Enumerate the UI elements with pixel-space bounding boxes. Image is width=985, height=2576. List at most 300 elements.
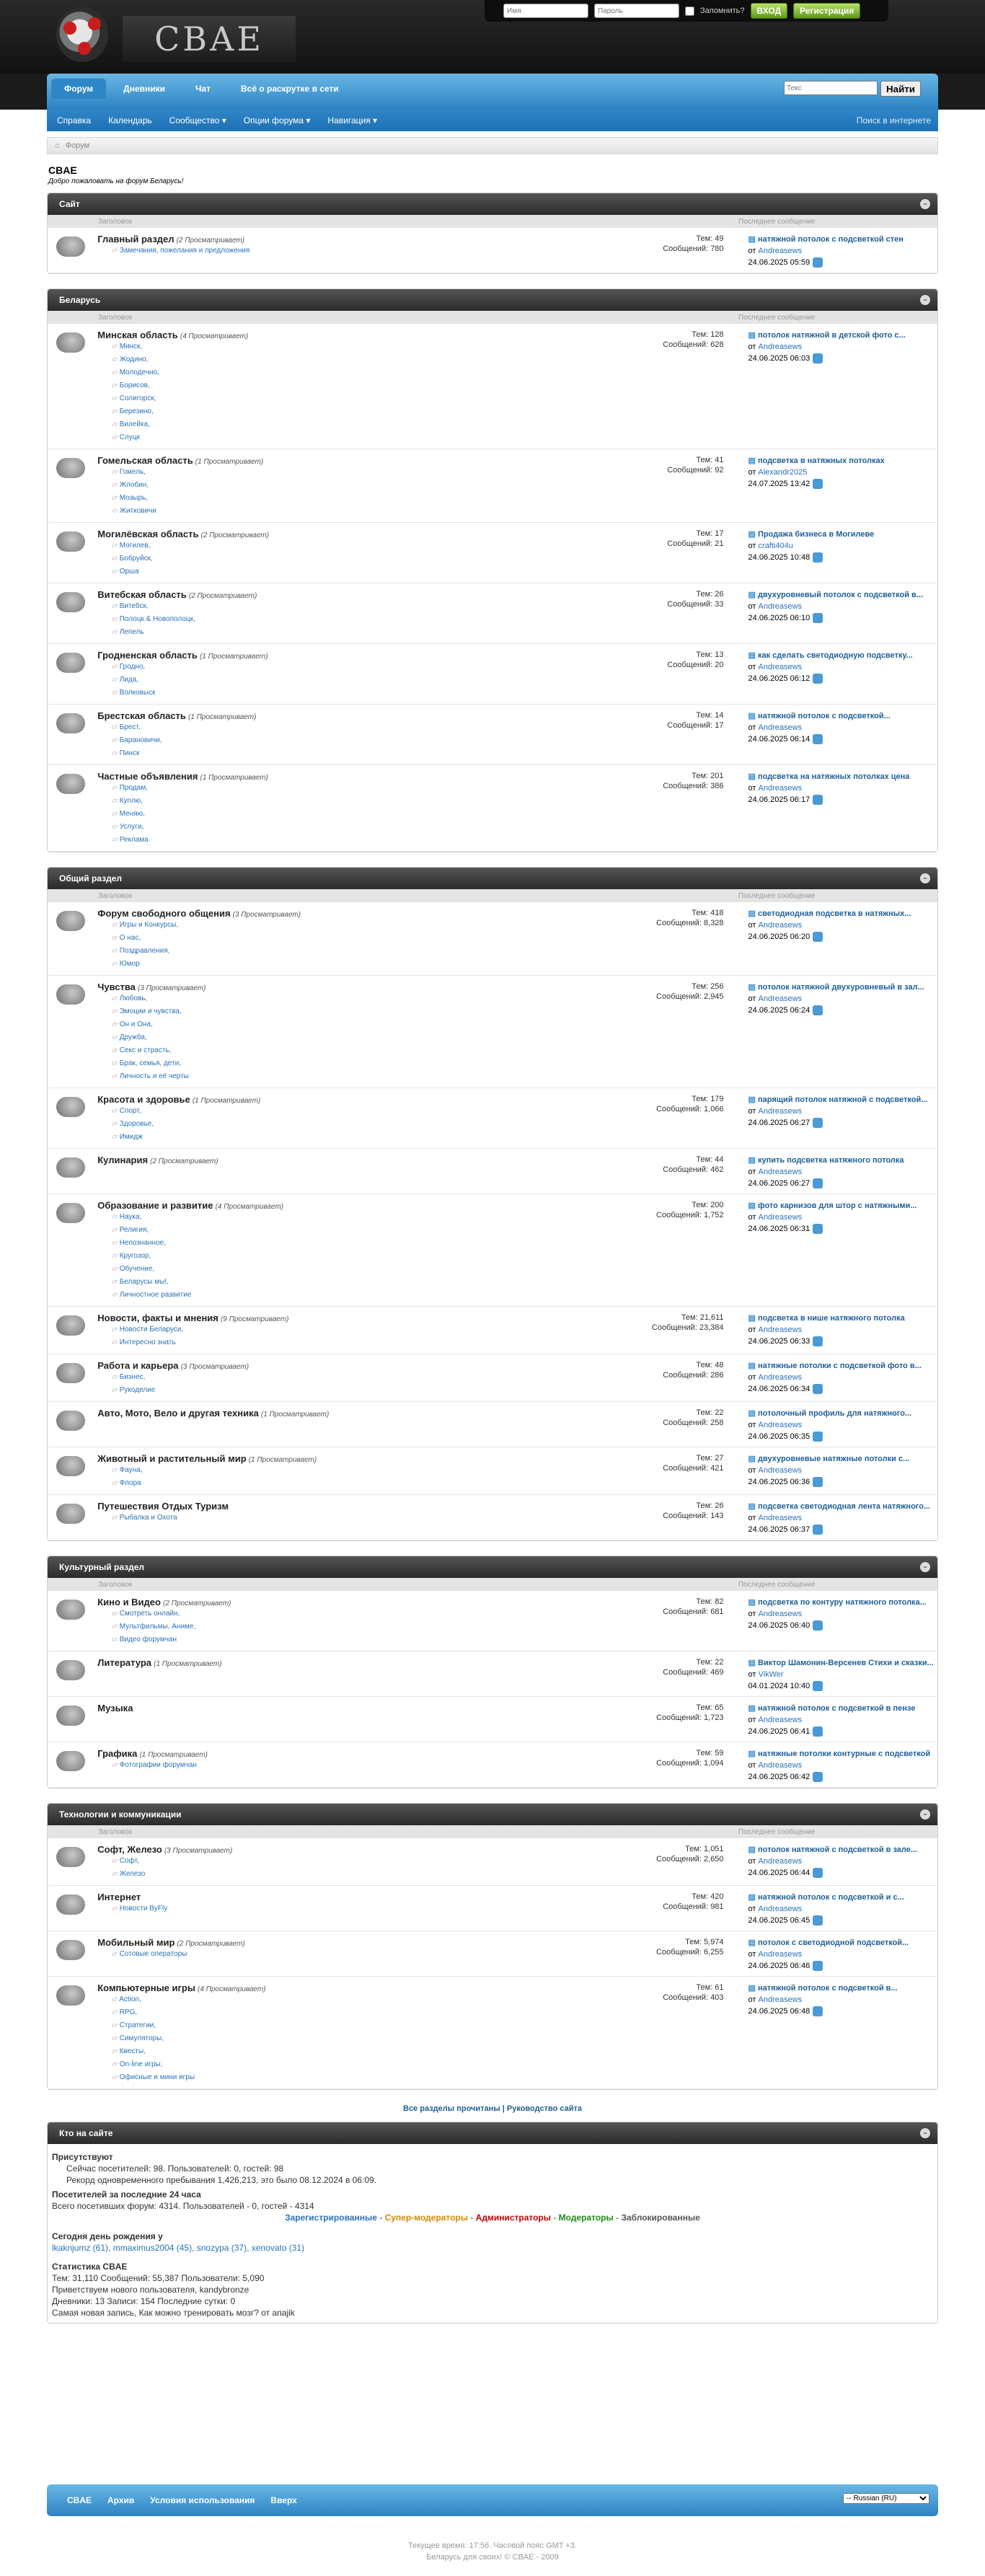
forum-viewers: (2 Просматривает)	[150, 1157, 218, 1165]
subforum-link[interactable]: ▱ Молодечно,	[97, 366, 609, 379]
topic-count: Тем: 200	[692, 1201, 724, 1209]
post-count: Сообщений: 2,945	[656, 992, 724, 1001]
subforum-link[interactable]: ▱ Фауна,	[97, 1464, 609, 1477]
last-post-title[interactable]: ▤ светодиодная подсветка в натяжных...	[748, 908, 937, 919]
category-title[interactable]: Общий раздел	[59, 873, 122, 883]
subforum-link[interactable]: ▱ Офисные и мини игры	[97, 2071, 609, 2084]
last-post-title[interactable]: ▤ потолок натяжной в детской фото с...	[748, 330, 937, 341]
forum-name[interactable]: Новости, факты и мнения	[97, 1313, 218, 1323]
last-post-title[interactable]: ▤ двухуровневые натяжные потолки с...	[748, 1453, 937, 1465]
post-count: Сообщений: 403	[663, 1993, 724, 2002]
last-post-title[interactable]: ▤ подсветка в нише натяжного потолка	[748, 1313, 937, 1324]
subforum-link[interactable]: ▱ Минск,	[97, 340, 609, 353]
nav-tab[interactable]: Чат	[195, 84, 211, 94]
subforum-link[interactable]: ▱ Религия,	[97, 1224, 609, 1237]
forum-row	[48, 1977, 937, 2089]
mark-read-links[interactable]: Все разделы прочитаны | Руководство сайта	[403, 2104, 582, 2113]
last-post-user[interactable]: Andreasews	[758, 994, 803, 1003]
last-post-author: от Andreasews	[748, 1373, 803, 1382]
subforum-link[interactable]: ▱ Беларусы мы!,	[97, 1276, 609, 1289]
go-to-post-icon[interactable]	[813, 353, 823, 363]
forum-name[interactable]: Могилёвская область	[97, 529, 199, 539]
subforum-link[interactable]: ▱ Секс и страсть,	[97, 1044, 609, 1057]
go-to-post-icon[interactable]	[813, 1477, 823, 1487]
last-post	[724, 1981, 937, 2017]
forum-status-icon	[48, 907, 97, 931]
subforum-link[interactable]: ▱ Он и Она,	[97, 1018, 609, 1031]
forum-name[interactable]: Гомельская область	[97, 455, 193, 466]
last-post	[724, 1499, 937, 1535]
birthday-list[interactable]: lkaknjumz (61), mmaximus2004 (45), snozypa (37), xenovato (31)	[52, 2243, 305, 2253]
go-to-post-icon[interactable]	[813, 479, 823, 489]
forum-name[interactable]: Мобильный мир	[97, 1937, 175, 1948]
last-post-user[interactable]: Andreasews	[758, 1995, 803, 2004]
subforum-link[interactable]: ▱ Квесты,	[97, 2045, 609, 2058]
go-to-post-icon[interactable]	[813, 1915, 823, 1926]
subforum-link[interactable]: ▱ Железо	[97, 1868, 609, 1881]
last-post-date: 24.06.2025 06:27	[748, 1117, 937, 1129]
category-title[interactable]: Беларусь	[59, 295, 101, 305]
last-post-author: от Alexandr2025	[748, 468, 808, 477]
forum-info	[97, 1499, 609, 1525]
last-post-title[interactable]: ▤ натяжной потолок с подсветкой и с...	[748, 1892, 937, 1903]
forum-name[interactable]: Красота и здоровье	[97, 1094, 190, 1105]
forum-name[interactable]: Минская область	[97, 330, 178, 340]
forum-name[interactable]: Софт, Железо	[97, 1844, 162, 1855]
subforum-link[interactable]: ▱ Рукоделие	[97, 1384, 609, 1397]
column-title: Заголовок	[98, 891, 133, 900]
forum-title-line	[97, 1094, 609, 1105]
go-to-post-icon[interactable]	[813, 552, 823, 563]
forum-row	[48, 1838, 937, 1886]
search-box	[784, 81, 921, 97]
subforum-link[interactable]: ▱ Новости Беларуси,	[97, 1323, 609, 1336]
subforum-link[interactable]: ▱ Услуги,	[97, 821, 609, 834]
go-to-post-icon[interactable]	[813, 1525, 823, 1535]
subnav-item[interactable]: Справка	[57, 115, 92, 125]
forum-stats	[610, 328, 724, 350]
collapse-icon[interactable]: −	[920, 2128, 930, 2138]
subforum-link[interactable]: ▱ Игры и Конкурсы,	[97, 919, 609, 932]
last-post-title[interactable]: ▤ двухуровневый потолок с подсветкой в...	[748, 589, 937, 601]
go-to-post-icon[interactable]	[813, 1681, 823, 1691]
forum-stats	[610, 1701, 724, 1723]
forum-info	[97, 1199, 609, 1302]
forum-stats	[610, 1936, 724, 1957]
go-to-post-icon[interactable]	[813, 1336, 823, 1346]
forum-status-icon	[48, 1311, 97, 1336]
subforum-link[interactable]: ▱ Дружба,	[97, 1031, 609, 1044]
subforum-link[interactable]: ▱ Рыбалка и Охота	[97, 1512, 609, 1525]
web-search-link[interactable]: Поиск в интернете	[856, 115, 931, 125]
footer-link[interactable]: CBAE	[67, 2495, 92, 2505]
login-button[interactable]: ВХОД	[751, 3, 788, 19]
subforum-link[interactable]: ▱ Слуцк	[97, 431, 609, 444]
forum-viewers: (3 Просматривает)	[232, 911, 301, 919]
go-to-post-icon[interactable]	[813, 1868, 823, 1878]
go-to-post-icon[interactable]	[813, 674, 823, 684]
collapse-icon[interactable]: −	[920, 1809, 930, 1819]
subforum-link[interactable]: ▱ Action,	[97, 1993, 609, 2006]
go-to-post-icon[interactable]	[813, 1620, 823, 1631]
category-title[interactable]: Культурный раздел	[59, 1562, 145, 1572]
forum-title-line	[97, 529, 609, 539]
last-post-user[interactable]: Andreasews	[758, 1610, 803, 1618]
forum-row	[48, 228, 937, 273]
last-post-user[interactable]: Andreasews	[758, 1373, 803, 1382]
collapse-icon[interactable]: −	[920, 295, 930, 305]
subforum-link[interactable]: ▱ Пинск	[97, 747, 609, 760]
last-post-user[interactable]: Andreasews	[758, 1514, 803, 1522]
subforum-link[interactable]: ▱ О нас,	[97, 932, 609, 945]
subnav-item[interactable]: Календарь	[108, 115, 152, 125]
last-post-title[interactable]: ▤ натяжной потолок с подсветкой в...	[748, 1982, 937, 1994]
subforum-link[interactable]: ▱ Поздравления,	[97, 945, 609, 958]
forum-name[interactable]: Интернет	[97, 1892, 141, 1902]
last-post-user[interactable]: Andreasews	[758, 723, 803, 732]
go-to-post-icon[interactable]	[813, 257, 823, 268]
subforum-link[interactable]: ▱ Кругозор,	[97, 1250, 609, 1263]
topic-count: Тем: 48	[696, 1361, 724, 1369]
password-input[interactable]	[594, 4, 679, 18]
legend-item: Супер-модераторы	[384, 2213, 468, 2223]
home-icon[interactable]: ⌂	[55, 141, 60, 150]
subforum-link[interactable]: ▱ Березино,	[97, 405, 609, 418]
subforum-link[interactable]: ▱ Софт,	[97, 1855, 609, 1868]
forum-row	[48, 1194, 937, 1307]
subforum-link[interactable]: ▱ Эмоции и чувства,	[97, 1005, 609, 1018]
subforum-link[interactable]: ▱ Гомель,	[97, 466, 609, 479]
forum-stats	[610, 648, 724, 670]
last-post-title[interactable]: ▤ подсветка светодиодная лента натяжного...	[748, 1501, 937, 1512]
subforum-link[interactable]: ▱ Брак, семья, дети,	[97, 1057, 609, 1070]
forum-stats	[610, 1359, 724, 1380]
last-post-user[interactable]: Andreasews	[758, 343, 803, 351]
footer-text	[0, 2540, 985, 2563]
forum-name[interactable]: Главный раздел	[97, 234, 175, 244]
last-post-title[interactable]: ▤ подсветка по контуру натяжного потолка...	[748, 1597, 937, 1608]
forum-name[interactable]: Форум свободного общения	[97, 908, 231, 919]
last-post-user[interactable]: Andreasews	[758, 1466, 803, 1475]
subforum-link[interactable]: ▱ On-line игры,	[97, 2058, 609, 2071]
last-post	[724, 1199, 937, 1235]
last-post-user[interactable]: Andreasews	[758, 247, 803, 255]
forum-name[interactable]: Музыка	[97, 1703, 133, 1713]
last-post-user[interactable]: crafti404u	[758, 542, 793, 550]
subforum-link[interactable]: ▱ Фотографии форумчан	[97, 1759, 609, 1772]
forum-status-icon	[48, 1499, 97, 1524]
subforum-link[interactable]: ▱ Гродно,	[97, 661, 609, 674]
subforum-link[interactable]: ▱ Реклама	[97, 834, 609, 847]
forum-info	[97, 1359, 609, 1397]
birthday-title: Сегодня день рождения у	[52, 2231, 163, 2241]
last-post-user[interactable]: Andreasews	[758, 1716, 803, 1724]
last-post-title[interactable]: ▤ потолок натяжной двухуровневый в зал...	[748, 982, 937, 993]
forum-name[interactable]: Образование и развитие	[97, 1200, 213, 1211]
subforum-link[interactable]: ▱ Флора	[97, 1477, 609, 1490]
last-post-user[interactable]: Andreasews	[758, 1326, 803, 1334]
go-to-post-icon[interactable]	[813, 1224, 823, 1234]
subforum-link[interactable]: ▱ Мультфильмы, Аниме,	[97, 1620, 609, 1633]
forum-name[interactable]: Путешествия Отдых Туризм	[97, 1501, 229, 1512]
go-to-post-icon[interactable]	[813, 1726, 823, 1737]
sub-navbar	[47, 110, 938, 131]
last-post	[724, 527, 937, 563]
last-post-title[interactable]: ▤ фото карнизов для штор с натяжными...	[748, 1200, 937, 1212]
last-post-author: от Andreasews	[748, 1107, 803, 1116]
forum-info	[97, 588, 609, 639]
language-select[interactable]	[843, 2493, 929, 2504]
subforum-link[interactable]: ▱ Бобруйск,	[97, 552, 609, 565]
last-post-title[interactable]: ▤ натяжной потолок с подсветкой...	[748, 710, 937, 722]
subforum-link[interactable]: ▱ Имидж	[97, 1131, 609, 1144]
subforum-link[interactable]: ▱ Брест,	[97, 721, 609, 734]
go-to-post-icon[interactable]	[813, 734, 823, 744]
subforum-link[interactable]: ▱ Наука,	[97, 1211, 609, 1224]
forum-info	[97, 1981, 609, 2084]
subforum-link[interactable]: ▱ RPG,	[97, 2006, 609, 2019]
last-post-user[interactable]: Andreasews	[758, 1905, 803, 1913]
subforum-link[interactable]: ▱ Юмор	[97, 958, 609, 971]
forum-title-line	[97, 1155, 609, 1165]
forum-row	[48, 1651, 937, 1697]
collapse-icon[interactable]: −	[920, 1562, 930, 1572]
subforum-link[interactable]: ▱ Волковыск	[97, 687, 609, 700]
forum-info	[97, 1595, 609, 1646]
subforum-link[interactable]: ▱ Жодино,	[97, 353, 609, 366]
forum-info	[97, 1843, 609, 1881]
column-last-post: Последнее сообщение	[738, 1580, 816, 1589]
last-post-date: 24.06.2025 06:46	[748, 1960, 937, 1972]
go-to-post-icon[interactable]	[813, 1178, 823, 1188]
forum-name[interactable]: Брестская область	[97, 710, 186, 721]
topic-count: Тем: 128	[692, 330, 724, 339]
forum-name[interactable]: Графика	[97, 1748, 138, 1759]
go-to-post-icon[interactable]	[813, 1118, 823, 1128]
forum-stats	[610, 1499, 724, 1521]
subnav-item[interactable]: Сообщество ▾	[169, 115, 226, 125]
subforum-link[interactable]: ▱ Смотреть онлайн,	[97, 1607, 609, 1620]
collapse-icon[interactable]: −	[920, 873, 930, 883]
subforum-link[interactable]: ▱ Лепель	[97, 626, 609, 639]
forum-info	[97, 232, 609, 257]
site-logo-text[interactable]: CBAE	[123, 16, 296, 62]
subforum-link[interactable]: ▱ Любовь,	[97, 992, 609, 1005]
go-to-post-icon[interactable]	[813, 932, 823, 942]
subforum-link[interactable]: ▱ Борисов,	[97, 379, 609, 392]
subforum-link[interactable]: ▱ Витебск,	[97, 600, 609, 613]
nav-tab[interactable]: Всё о раскрутке в сети	[240, 84, 339, 94]
last-post	[724, 980, 937, 1016]
nav-tab[interactable]: Форум	[51, 79, 106, 99]
last-post-user[interactable]: Andreasews	[758, 1857, 803, 1866]
footer-link[interactable]: Вверх	[270, 2495, 297, 2505]
forum-title-line	[97, 1453, 609, 1464]
go-to-post-icon[interactable]	[813, 1772, 823, 1782]
subforum-link[interactable]: ▱ Меняю,	[97, 808, 609, 821]
last-post-title[interactable]: ▤ натяжной потолок с подсветкой стен	[748, 234, 937, 245]
subforum-link[interactable]: ▱ Непознанное,	[97, 1237, 609, 1250]
logo-icon[interactable]	[56, 7, 108, 62]
last-post-user[interactable]: Andreasews	[758, 1421, 803, 1429]
subnav-item[interactable]: Опции форума ▾	[243, 115, 311, 125]
forum-name[interactable]: Витебская область	[97, 589, 187, 600]
post-count: Сообщений: 421	[663, 1464, 724, 1473]
subforum-link[interactable]: ▱ Продам,	[97, 782, 609, 795]
breadcrumb-item[interactable]: Форум	[65, 141, 90, 150]
nav-tab[interactable]: Дневники	[123, 84, 165, 94]
last-post-title[interactable]: ▤ подсветка на натяжных потолках цена	[748, 771, 937, 782]
subforum-link[interactable]: ▱ Полоцк & Новополоцк,	[97, 613, 609, 626]
last-post	[724, 1595, 937, 1631]
register-button[interactable]: Регистрация	[793, 3, 860, 19]
subforum-link[interactable]: ▱ Бизнес,	[97, 1371, 609, 1384]
last-post-date: 24.07.2025 13:42	[748, 478, 937, 490]
last-post-user[interactable]: Andreasews	[758, 1950, 803, 1959]
post-count: Сообщений: 469	[663, 1668, 724, 1677]
forum-name[interactable]: Компьютерные игры	[97, 1982, 195, 1993]
last-post-user[interactable]: Andreasews	[758, 1107, 803, 1116]
last-post-title[interactable]: ▤ парящий потолок натяжной с подсветкой...	[748, 1094, 937, 1106]
category-title[interactable]: Технологии и коммуникации	[59, 1809, 182, 1819]
last-post-user[interactable]: Andreasews	[758, 663, 803, 671]
subforum-link[interactable]: ▱ Замечания, пожелания и предложения	[97, 244, 609, 257]
last-post-user[interactable]: Alexandr2025	[758, 468, 808, 477]
forum-info	[97, 907, 609, 971]
subforum-link[interactable]: ▱ Личность и её черты	[97, 1070, 609, 1083]
subforum-link[interactable]: ▱ Житковичи	[97, 505, 609, 518]
forum-category	[47, 867, 938, 1541]
last-post-user[interactable]: Andreasews	[758, 784, 803, 793]
subnav-item[interactable]: Навигация ▾	[327, 115, 378, 125]
forum-row	[48, 1307, 937, 1354]
search-button[interactable]: Найти	[880, 81, 921, 97]
go-to-post-icon[interactable]	[813, 1961, 823, 1971]
forum-viewers: (1 Просматривает)	[192, 1097, 261, 1105]
last-post-title[interactable]: ▤ натяжные потолки контурные с подсветкой	[748, 1748, 937, 1760]
last-post-title[interactable]: ▤ Продажа бизнеса в Могилеве	[748, 529, 937, 540]
subforum-link[interactable]: ▱ Видео форумчан	[97, 1633, 609, 1646]
subforum-link[interactable]: ▱ Куплю,	[97, 795, 609, 808]
go-to-post-icon[interactable]	[813, 613, 823, 623]
collapse-icon[interactable]: −	[920, 199, 930, 209]
last-post-title[interactable]: ▤ как сделать светодиодную подсветку...	[748, 650, 937, 661]
last-post-user[interactable]: Andreasews	[758, 1761, 803, 1770]
forum-info	[97, 1452, 609, 1490]
last-post-date: 24.06.2025 06:14	[748, 733, 937, 745]
last-post-title[interactable]: ▤ потолок натяжной с подсветкой в зале...	[748, 1844, 937, 1856]
last-post-author: от Andreasews	[748, 602, 803, 611]
subforum-link[interactable]: ▱ Стратегии,	[97, 2019, 609, 2032]
last-post-title[interactable]: ▤ потолочный профиль для натяжного...	[748, 1408, 937, 1419]
forum-stats	[610, 1843, 724, 1864]
last-post-title[interactable]: ▤ купить подсветка натяжного потолка	[748, 1155, 937, 1166]
forum-viewers: (1 Просматривает)	[187, 713, 257, 721]
last-post-user[interactable]: Andreasews	[758, 1213, 803, 1222]
forum-title-line	[97, 1313, 609, 1323]
forum-status-icon	[48, 1199, 97, 1223]
last-post-title[interactable]: ▤ подсветка в натяжных потолках	[748, 455, 937, 467]
subforum-link[interactable]: ▱ Вилейка,	[97, 418, 609, 431]
subforum-link[interactable]: ▱ Лида,	[97, 674, 609, 687]
username-input[interactable]	[503, 4, 588, 18]
welcome-text: Добро пожаловать на форум Беларусь!	[48, 177, 184, 185]
subforum-link[interactable]: ▱ Солигорск,	[97, 392, 609, 405]
forum-title-line	[97, 710, 609, 721]
last-post-user[interactable]: Andreasews	[758, 602, 803, 611]
forum-name[interactable]: Литература	[97, 1657, 152, 1668]
footer-link[interactable]: Условия использования	[150, 2495, 255, 2505]
go-to-post-icon[interactable]	[813, 2006, 823, 2016]
subforum-link[interactable]: ▱ Новости ByFly	[97, 1902, 609, 1915]
forum-row	[48, 976, 937, 1088]
forum-name[interactable]: Частные объявления	[97, 771, 198, 782]
subforum-link[interactable]: ▱ Барановичи,	[97, 734, 609, 747]
forum-name[interactable]: Кино и Видео	[97, 1597, 161, 1607]
subforum-link[interactable]: ▱ Орша	[97, 565, 609, 578]
go-to-post-icon[interactable]	[813, 1005, 823, 1015]
forum-name[interactable]: Животный и растительный мир	[97, 1453, 247, 1464]
subforum-link[interactable]: ▱ Личностное развитие	[97, 1289, 609, 1302]
copyright: Беларусь для своих! © CBAE - 2009	[426, 2553, 559, 2562]
page-title: CBAE	[48, 164, 77, 176]
last-post-user[interactable]: VikWer	[758, 1670, 784, 1679]
forum-name[interactable]: Кулинария	[97, 1155, 149, 1165]
forum-name[interactable]: Работа и карьера	[97, 1360, 179, 1371]
forum-name[interactable]: Авто, Мото, Вело и другая техника	[97, 1408, 259, 1419]
forum-info	[97, 1747, 609, 1772]
last-post-date: 24.06.2025 06:31	[748, 1223, 937, 1235]
subforum-link[interactable]: ▱ Интересно знать	[97, 1336, 609, 1349]
navbar	[0, 74, 985, 110]
subforum-link[interactable]: ▱ Жлобин,	[97, 479, 609, 492]
total-visitors: Всего посетивших форум: 4314. Пользователей - 0, гостей - 4314	[52, 2201, 314, 2211]
subforum-link[interactable]: ▱ Спорт,	[97, 1105, 609, 1118]
forum-stats	[610, 1153, 724, 1175]
last-post-title[interactable]: ▤ Виктор Шамонин-Версенев Стихи и сказки...	[748, 1657, 937, 1669]
go-to-post-icon[interactable]	[813, 795, 823, 805]
last-post-title[interactable]: ▤ натяжной потолок с подсветкой в пензе	[748, 1703, 937, 1714]
last-post-title[interactable]: ▤ натяжные потолки с подсветкой фото в...	[748, 1360, 937, 1372]
subforum-link[interactable]: ▱ Сотовые операторы	[97, 1948, 609, 1961]
forum-stats	[610, 1747, 724, 1768]
last-post-user[interactable]: Andreasews	[758, 921, 803, 930]
last-post-title[interactable]: ▤ потолок с светодиодной подсветкой...	[748, 1937, 937, 1949]
subforum-link[interactable]: ▱ Симуляторы,	[97, 2032, 609, 2045]
go-to-post-icon[interactable]	[813, 1384, 823, 1394]
forum-row	[48, 1149, 937, 1194]
go-to-post-icon[interactable]	[813, 1432, 823, 1442]
post-count: Сообщений: 92	[667, 466, 724, 475]
last-post-user[interactable]: Andreasews	[758, 1168, 803, 1176]
subforum-link[interactable]: ▱ Мозырь,	[97, 492, 609, 505]
subforum-link[interactable]: ▱ Могилев,	[97, 539, 609, 552]
category-header	[48, 1556, 937, 1578]
header	[0, 0, 985, 74]
forum-stats	[610, 1406, 724, 1428]
category-title[interactable]: Сайт	[59, 199, 80, 209]
search-input[interactable]	[784, 81, 878, 95]
remember-checkbox[interactable]	[685, 6, 694, 16]
subforum-link[interactable]: ▱ Здоровье,	[97, 1118, 609, 1131]
forum-name[interactable]: Чувства	[97, 982, 136, 992]
footer-link[interactable]: Архив	[107, 2495, 135, 2505]
post-count: Сообщений: 6,255	[656, 1948, 724, 1957]
forum-stats	[610, 588, 724, 609]
forum-title-line	[97, 1937, 609, 1948]
subforum-link[interactable]: ▱ Обучение,	[97, 1263, 609, 1276]
forum-name[interactable]: Гродненская область	[97, 650, 198, 661]
